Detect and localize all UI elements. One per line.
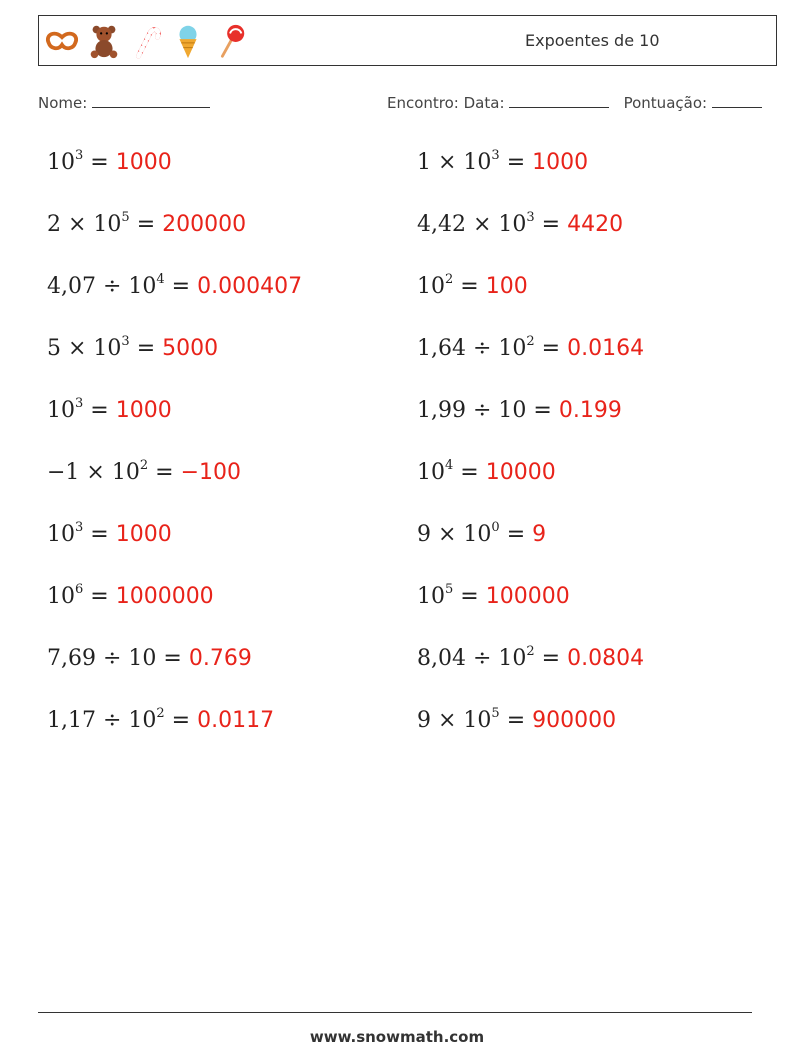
problem-row [47, 577, 302, 639]
problem-expression: 4,42 × 10 [417, 212, 527, 237]
answer: 900000 [532, 708, 617, 733]
answer: 0.769 [188, 646, 252, 671]
answer: 1000 [532, 150, 589, 175]
exponent: 4 [156, 272, 165, 287]
problem-expression: 7,69 ÷ 10 [47, 646, 157, 671]
equals-sign: = [83, 522, 116, 547]
answer: 1000000 [115, 584, 214, 609]
problem-row [47, 143, 302, 205]
equals-sign: = [453, 460, 486, 485]
answer: 9 [532, 522, 547, 547]
problem-expression: 10 [47, 150, 75, 175]
exponent: 3 [491, 148, 500, 163]
problem-expression: 10 [47, 522, 75, 547]
problem-expression: 10 [47, 584, 75, 609]
answer: 100000 [485, 584, 570, 609]
exponent: 2 [156, 706, 165, 721]
problem-row [417, 391, 644, 453]
equals-sign: = [164, 274, 198, 299]
problem-expression: 10 [417, 274, 445, 299]
equals-sign: = [453, 274, 486, 299]
exponent: 3 [75, 520, 84, 535]
answer: 5000 [162, 336, 219, 361]
exponent: 5 [445, 582, 454, 597]
equals-sign: = [534, 336, 568, 361]
problem-row [417, 577, 644, 639]
answer: 200000 [162, 212, 247, 237]
problem-expression: 10 [417, 584, 445, 609]
problem-expression: 1 × 10 [417, 150, 492, 175]
problem-expression: 1,17 ÷ 10 [47, 708, 157, 733]
problem-row [47, 639, 302, 701]
problem-expression: 4,07 ÷ 10 [47, 274, 157, 299]
answer: 0.0117 [197, 708, 275, 733]
problem-row [417, 267, 644, 329]
candy-cane-icon [127, 22, 165, 60]
exponent: 3 [75, 148, 84, 163]
problem-row [417, 143, 644, 205]
problem-row [47, 515, 302, 577]
equals-sign: = [83, 584, 116, 609]
equals-sign: = [534, 212, 568, 237]
footer-url: www.snowmath.com [309, 1028, 485, 1046]
equals-sign: = [156, 646, 189, 671]
exponent: 2 [526, 334, 535, 349]
answer: 0.199 [558, 398, 622, 423]
answer: 0.0164 [567, 336, 645, 361]
teddy-bear-icon [85, 22, 123, 60]
problem-expression: 1,99 ÷ 10 [417, 398, 527, 423]
problem-row [417, 329, 644, 391]
problem-expression: 2 × 10 [47, 212, 122, 237]
problem-expression: 1,64 ÷ 10 [417, 336, 527, 361]
header-icons [43, 22, 249, 60]
answer: 1000 [115, 150, 172, 175]
answer: 1000 [115, 398, 172, 423]
lollipop-icon [211, 22, 249, 60]
equals-sign: = [453, 584, 486, 609]
pretzel-icon [43, 22, 81, 60]
equals-sign: = [534, 646, 568, 671]
meeting-label: Encontro: Data: [387, 94, 505, 112]
name-field [38, 93, 210, 112]
exponent: 4 [445, 458, 454, 473]
exponent: 0 [491, 520, 500, 535]
equals-sign: = [83, 150, 116, 175]
problem-expression: 9 × 10 [417, 522, 492, 547]
problem-row [47, 205, 302, 267]
equals-sign: = [526, 398, 559, 423]
problem-row [47, 391, 302, 453]
exponent: 5 [491, 706, 500, 721]
problem-row [47, 453, 302, 515]
problem-expression: 8,04 ÷ 10 [417, 646, 527, 671]
problem-row [417, 515, 644, 577]
answer: 0.0804 [567, 646, 645, 671]
problem-row [417, 205, 644, 267]
exponent: 3 [526, 210, 535, 225]
equals-sign: = [499, 708, 533, 733]
answer: −100 [180, 460, 241, 485]
answer: 1000 [115, 522, 172, 547]
problem-expression: 5 × 10 [47, 336, 122, 361]
answer: 10000 [485, 460, 556, 485]
score-label: Pontuação: [623, 94, 708, 112]
problem-expression: −1 × 10 [47, 460, 140, 485]
name-label: Nome: [38, 94, 88, 112]
exponent: 3 [75, 396, 84, 411]
equals-sign: = [164, 708, 198, 733]
problem-row [47, 267, 302, 329]
exponent: 5 [121, 210, 130, 225]
exponent: 2 [139, 458, 149, 473]
date-blank[interactable] [509, 93, 609, 108]
problem-expression: 10 [47, 398, 75, 423]
exponent: 2 [526, 644, 535, 659]
equals-sign: = [129, 336, 163, 361]
exponent: 2 [445, 272, 454, 287]
page-title: Expoentes de 10 [525, 31, 660, 50]
equals-sign: = [83, 398, 116, 423]
score-blank[interactable] [712, 93, 762, 108]
exponent: 6 [75, 582, 84, 597]
problem-row [47, 701, 302, 763]
name-blank[interactable] [92, 93, 210, 108]
answer: 0.000407 [197, 274, 303, 299]
footer-divider [38, 1012, 752, 1013]
ice-cream-icon [169, 22, 207, 60]
problem-row [47, 329, 302, 391]
problem-expression: 9 × 10 [417, 708, 492, 733]
equals-sign: = [499, 150, 533, 175]
problem-row [417, 453, 644, 515]
problem-expression: 10 [417, 460, 445, 485]
exponent: 3 [121, 334, 130, 349]
problem-row [417, 701, 644, 763]
problems-right-column [417, 143, 644, 763]
answer: 100 [485, 274, 528, 299]
equals-sign: = [129, 212, 163, 237]
meeting-score-fields [387, 93, 762, 112]
problems-left-column [47, 143, 302, 763]
header-box [38, 15, 777, 66]
answer: 4420 [567, 212, 624, 237]
problem-row [417, 639, 644, 701]
equals-sign: = [499, 522, 533, 547]
equals-sign: = [148, 460, 181, 485]
